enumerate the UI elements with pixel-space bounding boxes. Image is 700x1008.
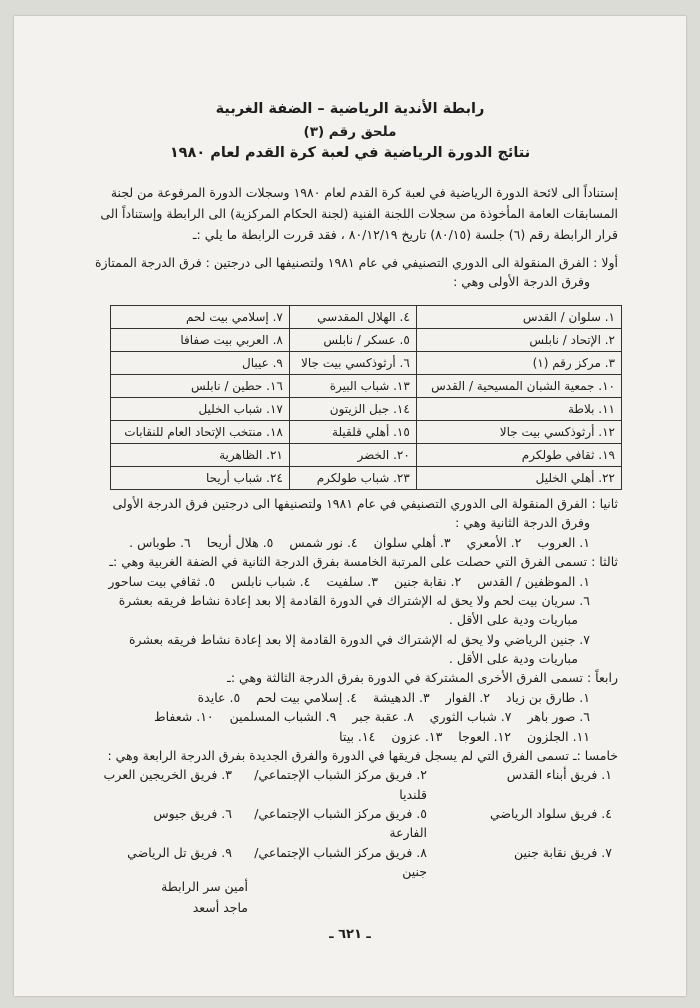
team-item: ٤. شباب نابلس [231, 573, 311, 589]
team-item: ٤. فريق سلواد الرياضي [490, 806, 612, 821]
sections-lower [52, 494, 618, 882]
section-second-line: وفرق الدرجة الثانية وهي : [455, 515, 590, 531]
teams-table-cell: ٩. عيبال [111, 352, 290, 375]
teams-table-cell: ٥. عسكر / نابلس [289, 329, 416, 352]
teams-table-cell: ١٧. شباب الخليل [111, 398, 290, 421]
team-item: ٥. ثقافي بيت ساحور [108, 573, 216, 589]
teams-table-row [111, 467, 622, 490]
section-fourth-line: رابعاً : تسمى الفرق الأخرى المشتركة في الدورة بفرق الدرجة الثالثة وهي :ـ [227, 670, 618, 686]
appendix-number: ملحق رقم (٣) [303, 123, 397, 140]
teams-table-cell: ١٥. أهلي قلقيلة [289, 421, 416, 444]
team-item: ٥. فريق مركز الشباب الإجتماعي/الفارعة [254, 806, 427, 841]
team-item: ٩. الشباب المسلمين [229, 709, 337, 725]
team-item: ١. طارق بن زياد [506, 689, 590, 705]
team-item: ٤. إسلامي بيت لحم [256, 689, 358, 705]
section-fifth-line: خامسا :ـ تسمى الفرق التي لم يسجل فريقها في الدورة والفرق الجديدة بفرق الدرجة الرابعة وهي : [107, 747, 618, 763]
section-third-line: ثالثا : تسمى الفرق التي حصلت على المرتبة الخامسة بفرق الدرجة الثانية في الضفة الغربية وهي :ـ [109, 554, 618, 570]
teams-table-row [111, 444, 622, 467]
team-item: ٨. فريق مركز الشباب الإجتماعي/جنين [254, 844, 427, 880]
team-item: ٢. فريق مركز الشباب الإجتماعي/قلنديا [254, 767, 427, 802]
teams-table-cell: ١٢. أرثوذكسي بيت جالا [416, 421, 621, 444]
section-first [58, 254, 618, 292]
teams-table-cell: ٨. العربي بيت صفافا [111, 329, 290, 352]
section-first-line: وفرق الدرجة الأولى وهي : [453, 273, 590, 289]
teams-table-cell: ١١. بلاطة [416, 398, 621, 421]
document-body [14, 16, 686, 996]
team-item: ١١. الجلزون [527, 728, 590, 744]
section-fourth-row [52, 688, 618, 707]
teams-table-cell: ٢. الإتحاد / نابلس [416, 329, 621, 352]
teams-table-cell: ٤. الهلال المقدسي [289, 306, 416, 329]
team-item: ٦. طوباس . [129, 534, 191, 550]
document-header [14, 100, 686, 163]
teams-table-cell: ٢٠. الخضر [289, 444, 416, 467]
teams-table-row [111, 352, 622, 375]
team-item: ١. العروب [537, 534, 590, 550]
team-item: ٥. هلال أريحا [206, 534, 274, 550]
teams-table-cell: ٢٣. شباب طولكرم [289, 467, 416, 490]
team-item: ١٢. العوجا [458, 728, 511, 744]
team-item: ٤. نور شمس [289, 534, 358, 550]
team-item: ٣. سلفيت [326, 573, 378, 589]
team-item: ٢. نقابة جنين [394, 573, 462, 589]
team-item: ٣. فريق الخريجين العرب [103, 767, 232, 783]
team-item: ٧. شباب الثوري [429, 709, 512, 725]
teams-table-cell: ١٩. ثقافي طولكرم [416, 444, 621, 467]
page-number: ـ ٦٢١ ـ [329, 927, 371, 942]
teams-table-cell: ٣. مركز رقم (١) [416, 352, 621, 375]
team-item: ٢. الفوار [445, 689, 490, 705]
team-item: ١٣. عزون [391, 728, 443, 744]
section-third-item: ٦. سريان بيت لحم ولا يحق له الإشتراك في الدورة القادمة إلا بعد إعادة نشاط فريقه بعشرة [118, 592, 590, 608]
team-item: ٧. فريق نقابة جنين [514, 844, 612, 860]
section-first-line: أولا : الفرق المنقولة الى الدوري التصنيفي في عام ١٩٨١ ولتصنيفها الى درجتين : فرق الدرجة الممتازة [94, 255, 618, 270]
teams-table-cell: ١٦. حطين / نابلس [111, 375, 290, 398]
section-third-item: ٧. جنين الرياضي ولا يحق له الإشتراك في الدورة القادمة إلا بعد إعادة نشاط فريقه بعشرة [129, 631, 590, 647]
section-fifth-grid [52, 765, 618, 881]
team-item: ٩. فريق تل الرياضي [127, 844, 232, 860]
teams-table-cell: ١٤. جبل الزيتون [289, 398, 416, 421]
teams-table-cell: ٢٢. أهلي الخليل [416, 467, 621, 490]
teams-table-cell: ٢٤. شباب أريحا [111, 467, 290, 490]
intro-paragraph [58, 184, 618, 246]
section-third-item: مباريات ودية على الأقل . [448, 651, 578, 666]
team-item: ٨. عقبة جبر [352, 709, 414, 725]
team-item: ٣. أهلي سلوان [373, 534, 451, 550]
teams-table-cell: ١٠. جمعية الشبان المسيحية / القدس [416, 375, 621, 398]
team-item: ٣. الدهيشة [373, 689, 430, 705]
signature-name: ماجد أسعد [192, 900, 248, 916]
teams-table-cell: ١٨. منتخب الإتحاد العام للنقابات [111, 421, 290, 444]
section-second-line: ثانيا : الفرق المنقولة الى الدوري التصنيفي في عام ١٩٨١ ولتصنيفها الى درجتين فرق الدرجة الأولى [112, 496, 618, 511]
teams-table [110, 305, 622, 490]
section-fourth-row [52, 707, 618, 726]
team-item: ٦. صور باهر [527, 709, 590, 725]
team-item: ٢. الأمعري [466, 534, 522, 550]
teams-table-row [111, 398, 622, 421]
team-item: ١٤. بيتا [339, 728, 376, 744]
teams-table-row [111, 375, 622, 398]
signature-title: أمين سر الرابطة [161, 879, 248, 894]
teams-table-cell: ١٣. شباب البيرة [289, 375, 416, 398]
section-third-teams [52, 572, 618, 591]
results-title: نتائج الدورة الرياضية في لعبة كرة القدم لعام ١٩٨٠ [169, 144, 531, 161]
team-item: ٦. فريق جيوس [153, 806, 232, 821]
teams-table-cell: ٧. إسلامي بيت لحم [111, 306, 290, 329]
intro-line: المسابقات العامة المأخوذة من سجلات اللجنة الفنية (لجنة الحكام المركزية) الى الرابطة وإستناداً الى [100, 205, 618, 221]
section-third-item: مباريات ودية على الأقل . [448, 612, 578, 628]
intro-line: قرار الرابطة رقم (٦) جلسة (٨٠/١٥) تاريخ ٨٠/١٢/١٩ ، فقد قررت الرابطة ما يلي :ـ [192, 226, 618, 242]
teams-table-cell: ٦. أرثوذكسي بيت جالا [289, 352, 416, 375]
team-item: ٥. عايدة [197, 689, 241, 705]
team-item: ١٠. شعفاط [154, 709, 214, 725]
teams-table-cell: ١. سلوان / القدس [416, 306, 621, 329]
intro-line: إستناداً الى لائحة الدورة الرياضية في لعبة كرة القدم لعام ١٩٨٠ وسجلات الدورة المرفوعة من لجنة [110, 185, 618, 200]
teams-table-row [111, 306, 622, 329]
signature-block [161, 876, 248, 919]
document-sheet [14, 16, 686, 996]
section-second-teams [52, 533, 618, 552]
section-fourth-row [52, 727, 618, 746]
team-item: ١. فريق أبناء القدس [506, 767, 612, 783]
team-item: ١. الموظفين / القدس [477, 573, 590, 589]
teams-table-row [111, 421, 622, 444]
league-title: رابطة الأندية الرياضية – الضفة الغربية [215, 101, 485, 117]
teams-table-cell: ٢١. الظاهرية [111, 444, 290, 467]
teams-table-row [111, 329, 622, 352]
